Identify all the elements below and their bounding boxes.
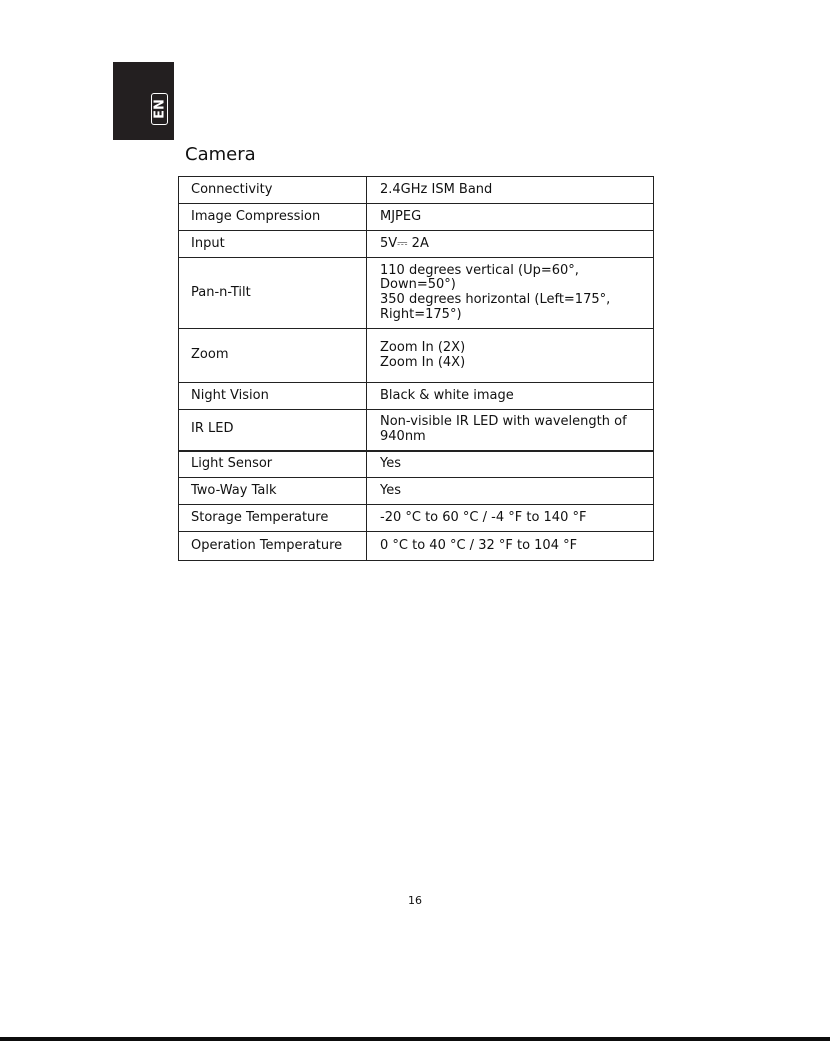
section-title: Camera (185, 144, 256, 165)
spec-name: Light Sensor (179, 451, 367, 478)
spec-value: Non-visible IR LED with wavelength of 940nm (367, 410, 654, 451)
language-label: EN (152, 99, 167, 119)
page-number: 16 (408, 894, 422, 907)
spec-name: Image Compression (179, 204, 367, 231)
spec-name: Connectivity (179, 177, 367, 204)
spec-name: Night Vision (179, 383, 367, 410)
spec-table (178, 176, 654, 561)
spec-name: Storage Temperature (179, 505, 367, 532)
table-row (179, 478, 654, 505)
table-row (179, 329, 654, 383)
table-row (179, 177, 654, 204)
table-row (179, 204, 654, 231)
bottom-rule (0, 1037, 830, 1041)
table-row (179, 505, 654, 532)
spec-value: 2.4GHz ISM Band (367, 177, 654, 204)
table-row (179, 258, 654, 329)
spec-value: MJPEG (367, 204, 654, 231)
spec-name: Pan-n-Tilt (179, 258, 367, 329)
table-row (179, 532, 654, 561)
table-row (179, 231, 654, 258)
table-row (179, 410, 654, 451)
table-row (179, 451, 654, 478)
table-row (179, 383, 654, 410)
spec-name: Two-Way Talk (179, 478, 367, 505)
spec-value: 0 °C to 40 °C / 32 °F to 104 °F (367, 532, 654, 561)
spec-value: Yes (367, 478, 654, 505)
spec-value: Black & white image (367, 383, 654, 410)
spec-name: Input (179, 231, 367, 258)
spec-name: Operation Temperature (179, 532, 367, 561)
spec-value: 5V⎓ 2A (367, 231, 654, 258)
spec-value: Zoom In (2X) Zoom In (4X) (367, 329, 654, 383)
spec-value: -20 °C to 60 °C / -4 °F to 140 °F (367, 505, 654, 532)
language-badge (151, 93, 168, 125)
spec-name: IR LED (179, 410, 367, 451)
spec-name: Zoom (179, 329, 367, 383)
spec-value: 110 degrees vertical (Up=60°, Down=50°) 350 degrees horizontal (Left=175°, Right=175°) (367, 258, 654, 329)
spec-value: Yes (367, 451, 654, 478)
